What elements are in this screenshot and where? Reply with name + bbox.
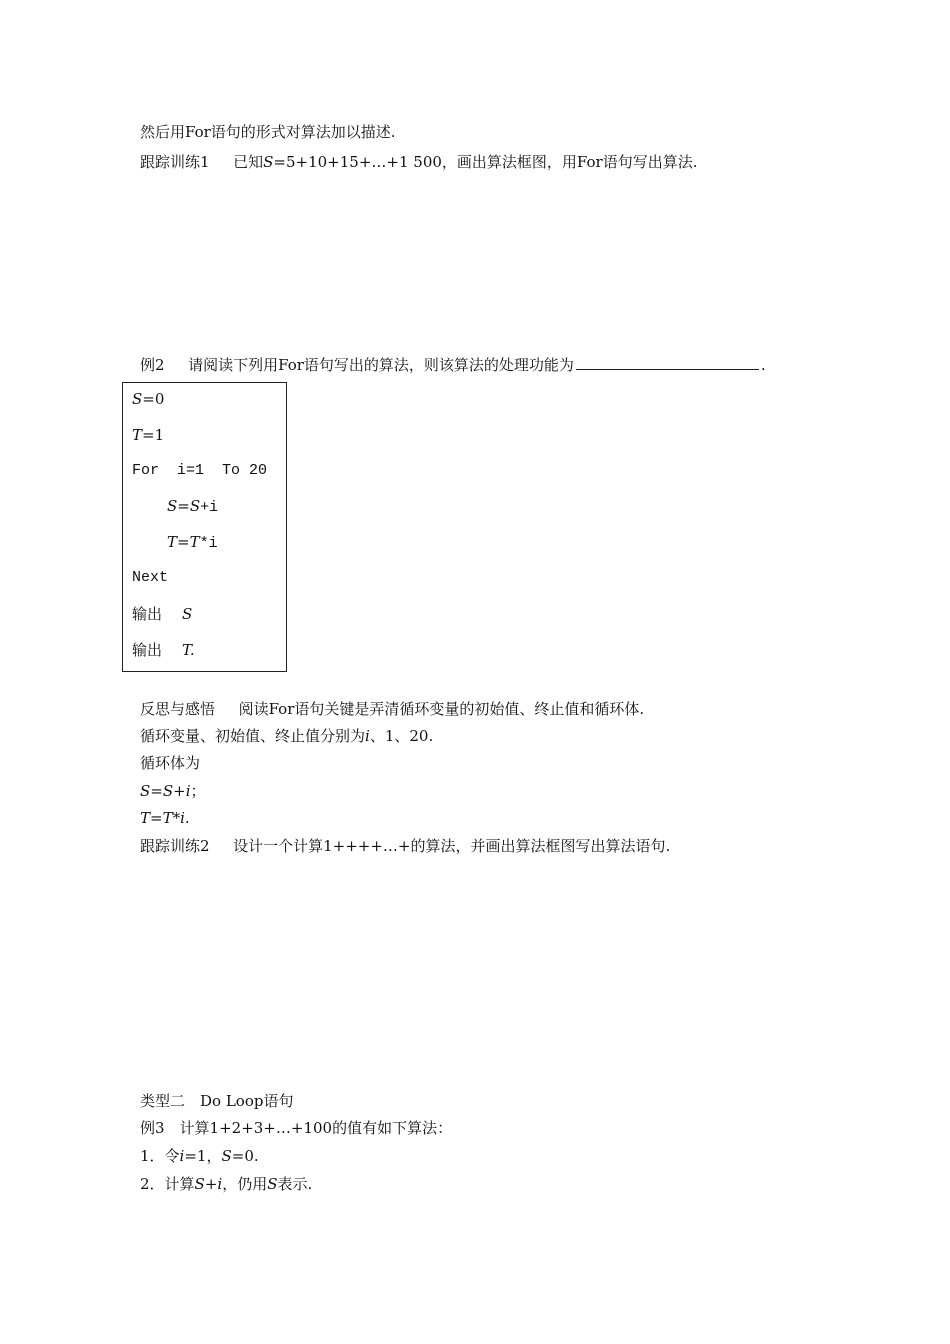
code-line-5 [167,532,218,554]
text: 2．计算 [140,1175,195,1193]
example2-line [140,355,766,375]
code-var: S [167,497,178,515]
var: S [267,1175,278,1193]
code-text: 输出 [132,605,163,623]
code-text: *i [199,535,218,552]
code-line-4 [167,496,218,518]
code-var: S [132,390,143,408]
text: ，仍用 [222,1175,268,1193]
code-text: For i=1 To 20 [132,462,268,479]
code-line-6 [132,568,168,588]
text: + [173,782,186,800]
var: S [221,1147,232,1165]
reflection-line-2 [140,726,433,746]
training2-text: 设计一个计算1++++…+的算法，并画出算法框图写出算法语句. [233,837,671,855]
var: i [365,727,370,745]
reflection-line-5 [140,808,190,828]
reflection-text: 阅读For语句关键是弄清循环变量的初始值、终止值和循环体. [238,700,645,718]
code-var: T [189,533,200,551]
code-var: S [189,497,201,515]
text: ； [190,782,206,800]
var: S [162,782,174,800]
training1-line [140,152,697,172]
code-text: =1 [142,426,165,444]
code-text: = [177,533,190,551]
code-text: Next [132,569,169,586]
step2-line [140,1174,312,1194]
var: S [140,782,151,800]
code-line-3 [132,461,267,481]
reflection-line-3 [140,753,200,773]
var: i [180,809,185,827]
example3-line [140,1118,452,1138]
code-box [122,382,287,672]
code-text: +i [200,499,219,516]
text: * [172,809,181,827]
text: 循环体为 [140,754,201,772]
code-text: =0 [142,390,165,408]
intro-text: 然后用For语句的形式对算法加以描述. [140,123,396,141]
reflection-line [140,699,644,719]
text: 1．令 [140,1147,180,1165]
code-var: T. [182,641,195,659]
code-text: 输出 [132,641,163,659]
var: i [179,1147,185,1165]
type2-heading [140,1091,293,1111]
text: + [204,1175,218,1193]
var: i [185,782,191,800]
section-heading: 类型二 Do Loop语句 [140,1092,294,1110]
text: = [150,809,163,827]
answer-blank [576,355,759,370]
var: i [217,1175,223,1193]
var: T [162,809,173,827]
text: 、1、20. [369,727,434,745]
example2-end: . [760,356,766,374]
text: 表示. [277,1175,313,1193]
code-var: T [132,426,143,444]
code-var: T [167,533,178,551]
training1-label: 跟踪训练1 [140,153,210,171]
example2-text: 请阅读下列用For语句写出的算法，则该算法的处理功能为 [188,356,574,374]
code-line-1 [132,389,164,409]
example2-label: 例2 [140,356,165,374]
var: S [194,1175,205,1193]
intro-line [140,122,396,142]
code-line-8 [132,640,195,660]
text: 循环变量、初始值、终止值分别为 [140,727,366,745]
text: =0. [231,1147,259,1165]
training1-text-b: =5+10+15+…+1 500，画出算法框图，用For语句写出算法. [273,153,698,171]
reflection-line-4 [140,781,206,801]
step1-line [140,1146,259,1166]
text: =1， [184,1147,222,1165]
training1-var: S [263,153,274,171]
code-line-7 [132,604,192,624]
text: . [184,809,190,827]
var: T [140,809,151,827]
example3-text: 例3 计算1+2+3+…+100的值有如下算法： [140,1119,453,1137]
training2-label: 跟踪训练2 [140,837,210,855]
training2-line [140,836,670,856]
reflection-label: 反思与感悟 [140,700,216,718]
text: = [150,782,163,800]
training1-text-a: 已知 [233,153,264,171]
code-var: S [182,605,193,623]
code-text: = [177,497,190,515]
code-line-2 [132,425,164,445]
